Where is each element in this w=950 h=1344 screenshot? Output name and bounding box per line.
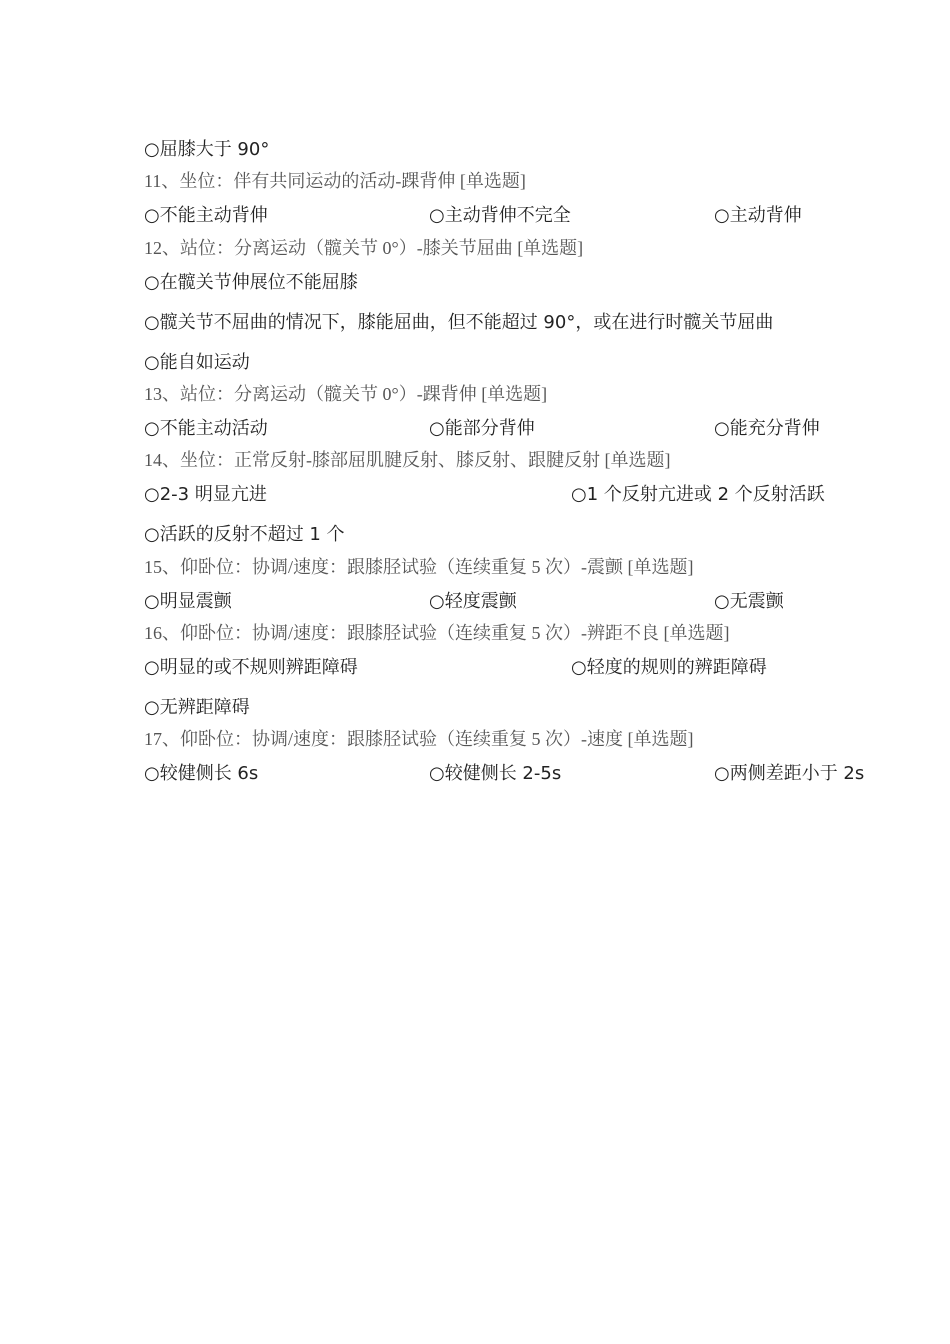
options-14: [144, 480, 864, 504]
question-12: 12、站位：分离运动（髋关节 0°）-膝关节屈曲 [单选题]: [144, 238, 584, 258]
option[interactable]: ○明显的或不规则辨距障碍: [144, 657, 358, 678]
option[interactable]: ○能充分背伸: [714, 418, 820, 439]
option[interactable]: ○不能主动背伸: [144, 205, 268, 226]
question-14: 14、坐位：正常反射-膝部屈肌腱反射、膝反射、跟腱反射 [单选题]: [144, 450, 671, 470]
option-line[interactable]: ○能自如运动: [144, 352, 250, 373]
option-line[interactable]: ○屈膝大于 90°: [144, 139, 270, 160]
option[interactable]: ○两侧差距小于 2s: [714, 763, 865, 784]
option-line[interactable]: ○无辨距障碍: [144, 697, 250, 718]
options-11: [144, 201, 864, 225]
option[interactable]: ○较健侧长 6s: [144, 763, 259, 784]
option[interactable]: ○1 个反射亢进或 2 个反射活跃: [571, 484, 825, 505]
option[interactable]: ○明显震颤: [144, 591, 232, 612]
option-line[interactable]: ○髋关节不屈曲的情况下，膝能屈曲，但不能超过 90°，或在进行时髋关节屈曲: [144, 312, 774, 333]
question-11: 11、坐位：伴有共同运动的活动-踝背伸 [单选题]: [144, 171, 526, 191]
option[interactable]: ○2-3 明显亢进: [144, 484, 267, 505]
option[interactable]: ○较健侧长 2-5s: [429, 763, 562, 784]
option[interactable]: ○轻度震颤: [429, 591, 517, 612]
option[interactable]: ○无震颤: [714, 591, 784, 612]
question-15: 15、仰卧位：协调/速度：跟膝胫试验（连续重复 5 次）-震颤 [单选题]: [144, 557, 694, 577]
option-line[interactable]: ○活跃的反射不超过 1 个: [144, 524, 345, 545]
options-15: [144, 587, 864, 611]
options-16: [144, 653, 864, 677]
question-16: 16、仰卧位：协调/速度：跟膝胫试验（连续重复 5 次）-辨距不良 [单选题]: [144, 623, 730, 643]
question-17: 17、仰卧位：协调/速度：跟膝胫试验（连续重复 5 次）-速度 [单选题]: [144, 729, 694, 749]
options-17: [144, 759, 884, 783]
option[interactable]: ○不能主动活动: [144, 418, 268, 439]
option[interactable]: ○能部分背伸: [429, 418, 535, 439]
options-13: [144, 414, 864, 438]
option[interactable]: ○主动背伸: [714, 205, 802, 226]
option[interactable]: ○轻度的规则的辨距障碍: [571, 657, 767, 678]
option-line[interactable]: ○在髋关节伸展位不能屈膝: [144, 272, 358, 293]
question-13: 13、站位：分离运动（髋关节 0°）-踝背伸 [单选题]: [144, 384, 548, 404]
option[interactable]: ○主动背伸不完全: [429, 205, 571, 226]
